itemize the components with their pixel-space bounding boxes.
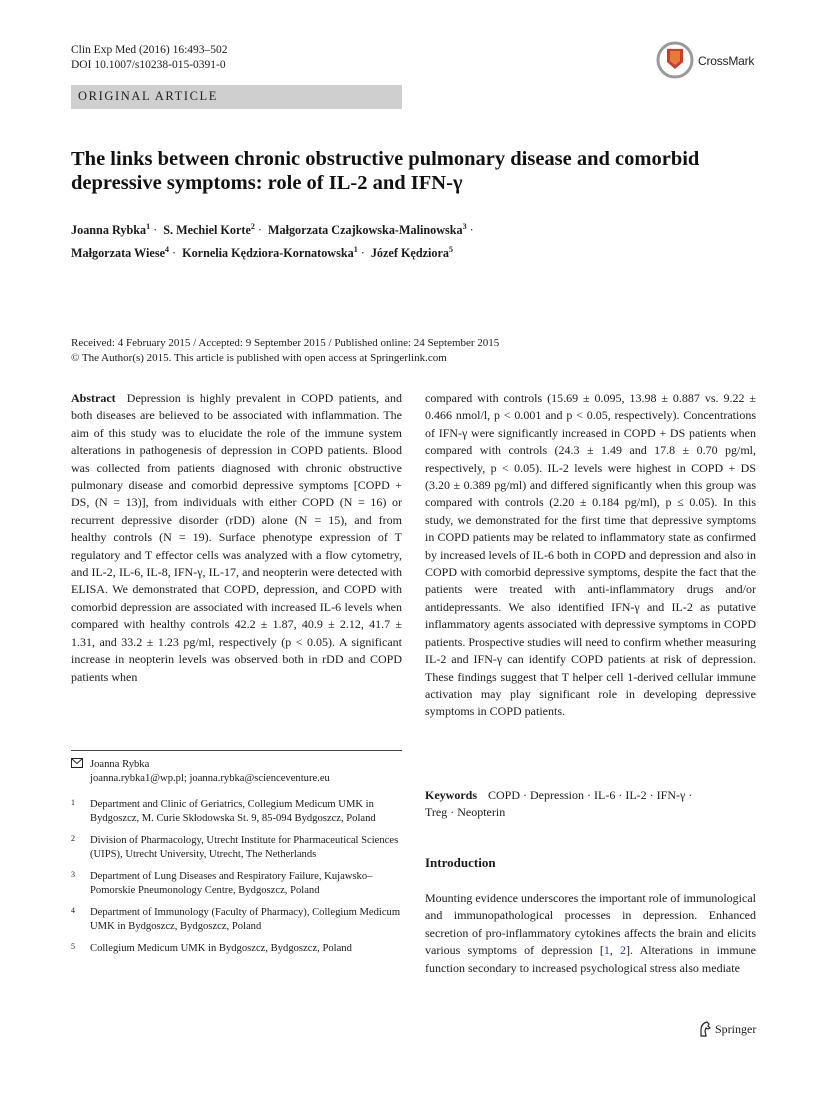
affiliation-number: 4 xyxy=(71,906,75,915)
affiliation-list xyxy=(71,798,402,964)
author-affiliation-mark: 4 xyxy=(164,245,169,255)
abstract-text-left: Depression is highly prevalent in COPD patients, and both diseases are believed to be associated with inflammation. The aim of this study was to elucidate the role of the immune system alterations in pathogenesis of depression in COPD patients. Blood was collected from patients diagnosed with chronic obstructive pulmonary disease and comorbid depressive symptoms [COPD + DS, (N = 13)], from individuals with either COPD (N = 16) or recurrent depressive disorder (rDD) alone (N = 15), and from healthy controls (N = 19). Surface phenotype expression of T regulatory and T effector cells was analyzed with a flow cytometry, and IL-2, IL-6, IL-8, IFN-γ, IL-17, and neopterin were detected with ELISA. We demonstrated that COPD, depression, and COPD with comorbid depression are associated with increased IL-6 levels when compared with healthy controls 42.2 ± 1.87, 40.9 ± 2.12, 41.7 ± 1.31, and 33.2 ± 1.23 pg/ml, respectively (p < 0.05). A significant increase in neopterin levels was observed both in rDD and COPD patients when xyxy=(71,391,403,684)
author-name[interactable]: Józef Kędziora xyxy=(370,246,449,261)
affiliation-item xyxy=(71,906,402,934)
keyword[interactable]: Depression xyxy=(530,788,585,802)
affiliation-item xyxy=(71,942,402,956)
publisher-name: Springer xyxy=(715,1021,757,1036)
article-title: The links between chronic obstructive pulmonary disease and comorbid depressive symptoms: role of IL-2 and IFN-γ xyxy=(71,148,700,194)
envelope-icon xyxy=(71,758,90,786)
abstract-left-column xyxy=(71,390,402,686)
author-name[interactable]: S. Mechiel Korte xyxy=(163,223,251,238)
affiliation-text: Division of Pharmacology, Utrecht Institute for Pharmaceutical Sciences (UIPS), Utrecht University, Utrecht, The Netherlands xyxy=(90,835,399,860)
footnote-separator xyxy=(71,750,402,751)
springer-horse-icon xyxy=(698,1021,712,1037)
author-affiliation-mark: 1 xyxy=(146,222,151,231)
affiliation-text: Department and Clinic of Geriatrics, Collegium Medicum UMK in Bydgoszcz, M. Curie Skłodowska St. 9, 85-094 Bydgoszcz, Poland xyxy=(90,799,376,824)
author-list: Joanna Rybka$^1$ · S. Mechiel Korte$^2$ · Małgorzata Czajkowska-Malinowska$^3$ · Małgorzata Wiese$^4$ · Kornelia Kędziora-Kornatowska$^1$ · Józef Kędziora$^5$ xyxy=(71,222,474,261)
affiliation-number: 2 xyxy=(71,834,75,843)
crossmark-badge[interactable] xyxy=(656,41,760,81)
affiliation-text: Collegium Medicum UMK in Bydgoszcz, Bydgoszcz, Poland xyxy=(90,943,352,954)
reference-link[interactable]: 2 xyxy=(620,943,627,958)
keyword[interactable]: Treg xyxy=(425,805,448,820)
author-name[interactable]: Joanna Rybka xyxy=(71,223,147,238)
reference-link[interactable]: 1 xyxy=(603,943,610,958)
author-affiliation-mark: 3 xyxy=(462,222,467,231)
abstract-right-column xyxy=(425,390,756,721)
keyword[interactable]: IL-2 xyxy=(625,788,647,802)
publication-dates xyxy=(71,336,671,365)
affiliation-item xyxy=(71,870,402,898)
journal-doi: DOI 10.1007/s10238-015-0391-0 xyxy=(71,59,226,71)
reference-separator: , xyxy=(609,943,621,958)
affiliation-item xyxy=(71,834,402,862)
correspondence-block xyxy=(71,758,402,786)
introduction-heading: Introduction xyxy=(425,855,496,870)
keyword[interactable]: IFN-γ xyxy=(656,788,686,802)
journal-citation: Clin Exp Med (2016) 16:493–502 xyxy=(71,44,228,56)
publisher-logo xyxy=(698,1019,756,1039)
correspondence-emails[interactable]: joanna.rybka1@wp.pl; joanna.rybka@scienceventure.eu xyxy=(90,773,330,784)
license-line: © The Author(s) 2015. This article is published with open access at Springerlink.com xyxy=(71,351,447,364)
affiliation-number: 3 xyxy=(71,870,75,879)
affiliation-item xyxy=(71,798,402,826)
dates-line: Received: 4 February 2015 / Accepted: 9 September 2015 / Published online: 24 September 2015 xyxy=(71,337,500,349)
abstract-label: Abstract xyxy=(71,391,116,405)
keywords-label: Keywords xyxy=(425,788,477,802)
crossmark-label: CrossMark xyxy=(698,54,755,68)
affiliation-number: 1 xyxy=(71,798,75,807)
introduction-paragraph xyxy=(425,890,756,977)
keyword[interactable]: Neopterin xyxy=(457,805,506,820)
journal-header xyxy=(71,43,228,73)
affiliation-text: Department of Immunology (Faculty of Pharmacy), Collegium Medicum UMK in Bydgoszcz, Bydgoszcz, Poland xyxy=(90,907,401,932)
abstract-paragraph xyxy=(71,390,402,686)
author-name[interactable]: Kornelia Kędziora-Kornatowska xyxy=(182,246,354,261)
crossmark-logo-icon xyxy=(656,41,694,81)
abstract-text-right: compared with controls (15.69 ± 0.095, 13.98 ± 0.887 vs. 9.22 ± 0.466 nmol/l, p < 0.001 and p < 0.05, respectively). Concentrations of IFN-γ were significantly increased in COPD + DS patients when compared with controls (24.3 ± 1.49 and 17.8 ± 0.70 pg/ml, respectively, p < 0.05). IL-2 levels were highest in COPD + DS (3.20 ± 0.389 pg/ml) and differed significantly when this group was compared with controls (2.20 ± 0.184 pg/ml), p ≤ 0.05). In this study, we demonstrated for the first time that depressive symptoms in COPD patients may be related to inflammatory state as confirmed by increased levels of IL-6 both in COPD and depression and also in COPD with comorbid depressive symptoms, despite the fact that the patients were treated with anti-inflammatory drugs and/or antidepressants. We also identified IFN-γ and IL-2 as putative inflammatory agents associated with depressive symptoms in COPD patients. Prospective studies will need to confirm whether measuring IL-2 and IFN-γ can identify COPD patients at risk of depression. These findings suggest that T helper cell 1-derived cellular immune activation may play significant role in developing depressive symptoms in COPD patients. xyxy=(425,391,756,719)
author-affiliation-mark: 1 xyxy=(353,245,358,255)
intro-text: Mounting evidence underscores the important role of immunological and immunopathological processes in depression. Enhanced secretion of pro-inflammatory cytokines affects the brain and elicits various symptoms of depression [ xyxy=(425,891,756,958)
keywords-block: Keywords COPD · Depression · IL-6 · IL-2 · IFN-γ · Treg · Neopterin xyxy=(425,788,693,820)
keyword[interactable]: IL-6 xyxy=(594,788,616,802)
correspondence-name: Joanna Rybka xyxy=(90,759,150,770)
author-name[interactable]: Małgorzata Wiese xyxy=(71,246,165,261)
affiliation-number: 5 xyxy=(71,942,75,951)
intro-text: ]. Alterations in immune function secondary to increased psychological stress also mediate xyxy=(425,943,756,975)
author-affiliation-mark: 5 xyxy=(449,245,453,255)
article-type-banner: ORIGINAL ARTICLE xyxy=(71,85,402,109)
keyword[interactable]: COPD xyxy=(488,788,521,802)
author-name[interactable]: Małgorzata Czajkowska-Malinowska xyxy=(267,223,463,238)
author-affiliation-mark: 2 xyxy=(250,222,255,231)
affiliation-text: Department of Lung Diseases and Respiratory Failure, Kujawsko–Pomorskie Pneumonology Centre, Bydgoszcz, Poland xyxy=(90,871,373,896)
